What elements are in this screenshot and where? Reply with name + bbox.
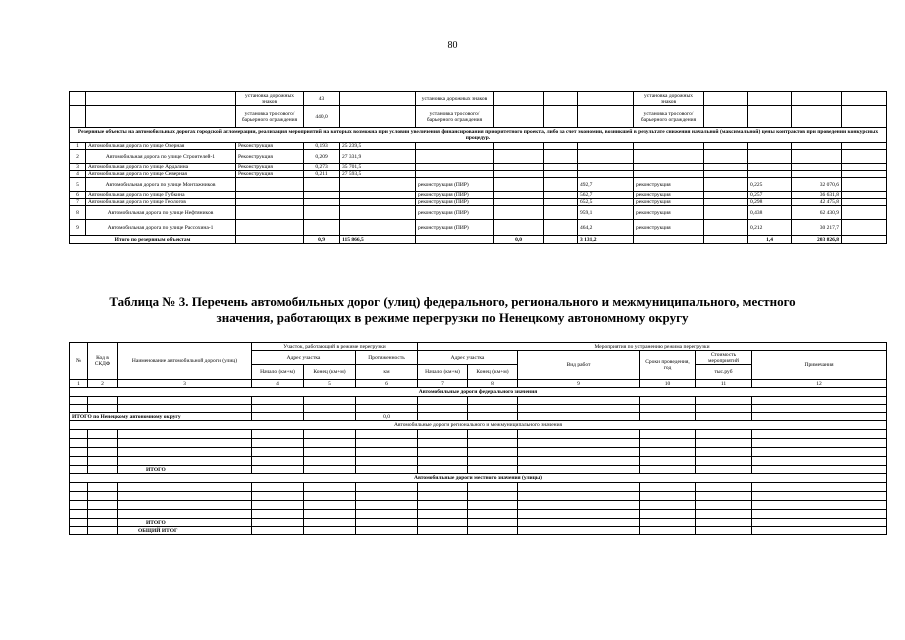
total-row (70, 236, 887, 244)
header-km: км (356, 365, 418, 380)
length-1: 0,211 (304, 171, 340, 178)
work-type-1: Реконструкция (236, 143, 304, 150)
total-length-3: 1,4 (748, 236, 792, 244)
work-type-2: реконструкция (ПИР) (416, 178, 494, 192)
column-number: 2 (88, 380, 118, 388)
work-type-3: реконструкция (634, 192, 704, 199)
work-type-3: реконструкция (634, 199, 704, 206)
table-row (70, 501, 887, 510)
quantity-1: 43 (304, 92, 340, 106)
row-number: 6 (70, 192, 86, 199)
cost-1: 27 331,9 (340, 150, 416, 164)
table-row (70, 397, 887, 405)
work-type-2: реконструкция (ПИР) (416, 192, 494, 199)
total-length-1: 0,9 (304, 236, 340, 244)
table-row (70, 457, 887, 466)
column-number: 10 (640, 380, 696, 388)
work-type-1 (236, 206, 304, 220)
work-type-2: реконструкция (ПИР) (416, 199, 494, 206)
cost-1 (340, 199, 416, 206)
cost-2 (578, 150, 634, 164)
length-1 (304, 220, 340, 236)
road-name: Автомобильная дорога по улице Северная (86, 171, 236, 178)
cost-1 (340, 178, 416, 192)
length-1: 0,193 (304, 143, 340, 150)
work-type-3 (634, 143, 704, 150)
road-name: Автомобильная дорога по улице Озерная (86, 143, 236, 150)
table-row (70, 178, 887, 192)
work-type-2: реконструкция (ПИР) (416, 220, 494, 236)
cost-3: 36 631,8 (792, 192, 842, 199)
cost-2 (578, 171, 634, 178)
total-label: Итого по резервным объектам (70, 236, 236, 244)
table-row (70, 199, 887, 206)
length-3: 0,298 (748, 199, 792, 206)
cost-1 (340, 206, 416, 220)
header-end: Конец (км+м) (304, 365, 356, 380)
table-row (70, 192, 887, 199)
cost-2 (578, 164, 634, 171)
row-number: 1 (70, 143, 86, 150)
column-number: 5 (304, 380, 356, 388)
cost-3: 30 217,7 (792, 220, 842, 236)
federal-total-km: 0,0 (356, 413, 418, 421)
local-total-label: ИТОГО (118, 519, 252, 527)
length-3: 0,225 (748, 178, 792, 192)
table-row (70, 171, 887, 178)
length-3 (748, 143, 792, 150)
length-1: 0,273 (304, 164, 340, 171)
table-row (70, 510, 887, 519)
row-number: 7 (70, 199, 86, 206)
cost-1: 35 701,5 (340, 164, 416, 171)
header-measures: Мероприятия по устранению режима перегрузки (418, 343, 887, 351)
work-type-2 (416, 171, 494, 178)
cost-2: 959,1 (578, 206, 634, 220)
header-terms: Сроки проведения, год (640, 351, 696, 380)
work-type-2 (416, 164, 494, 171)
total-length-2: 0,0 (494, 236, 544, 244)
section-regional: Автомобильные дороги регионального и межмуниципального значения (70, 421, 887, 430)
row-number: 9 (70, 220, 86, 236)
column-number: 12 (752, 380, 887, 388)
header-road-name: Наименование автомобильной дороги (улиц) (118, 343, 252, 380)
work-type-2: реконструкция (ПИР) (416, 206, 494, 220)
header-number: № (70, 343, 88, 380)
total-cost-3: 203 826,8 (792, 236, 842, 244)
column-number: 11 (696, 380, 752, 388)
cost-2: 562,7 (578, 192, 634, 199)
header-cost: Стоимость мероприятий (696, 351, 752, 365)
total-cost-1: 115 866,5 (340, 236, 416, 244)
length-1 (304, 178, 340, 192)
work-type-2 (416, 143, 494, 150)
quantity-1: 440,0 (304, 106, 340, 128)
work-type-1: Реконструкция (236, 171, 304, 178)
sign-row (70, 106, 887, 128)
length-1 (304, 192, 340, 199)
table-row (70, 439, 887, 448)
cost-3: 32 070,6 (792, 178, 842, 192)
header-notes: Примечания (752, 351, 887, 380)
cost-1 (340, 192, 416, 199)
cost-3 (792, 164, 842, 171)
table-row (70, 448, 887, 457)
column-number: 6 (356, 380, 418, 388)
length-3: 0,212 (748, 220, 792, 236)
cost-1: 25 239,5 (340, 143, 416, 150)
road-name: Автомобильная дорога по улице Строителей-1 (86, 150, 236, 164)
length-1: 0,209 (304, 150, 340, 164)
federal-total-row (70, 413, 887, 421)
row-number: 5 (70, 178, 86, 192)
work-type-2 (416, 150, 494, 164)
length-3: 0,438 (748, 206, 792, 220)
table-row (70, 150, 887, 164)
cost-2 (578, 143, 634, 150)
length-1 (304, 206, 340, 220)
total-cost-2: 3 131,2 (578, 236, 634, 244)
row-number: 4 (70, 171, 86, 178)
column-number: 1 (70, 380, 88, 388)
road-name: Автомобильная дорога по улице Монтажников (86, 178, 236, 192)
work-type-3: установка тросового/барьерного ограждения (634, 106, 704, 128)
header-skdf-code: Код в СКДФ (88, 343, 118, 380)
length-3: 0,257 (748, 192, 792, 199)
work-type-3: реконструкция (634, 220, 704, 236)
table-row (70, 143, 887, 150)
length-3 (748, 164, 792, 171)
road-name: Автомобильная дорога по улице Рассохина-1 (86, 220, 236, 236)
length-3 (748, 171, 792, 178)
work-type-3 (634, 171, 704, 178)
cost-2: 492,7 (578, 178, 634, 192)
work-type-3: реконструкция (634, 206, 704, 220)
row-number: 2 (70, 150, 86, 164)
reserve-objects-table (69, 91, 887, 244)
work-type-1 (236, 192, 304, 199)
table-row (70, 405, 887, 413)
length-1 (304, 199, 340, 206)
column-number: 3 (118, 380, 252, 388)
work-type-1: установка тросового/барьерного ограждения (236, 106, 304, 128)
cost-2: 652,5 (578, 199, 634, 206)
table-row (70, 430, 887, 439)
column-number: 8 (468, 380, 518, 388)
grand-total-label: ОБЩИЙ ИТОГ (118, 527, 252, 535)
regional-total-row (70, 466, 887, 474)
sign-row (70, 92, 887, 106)
table-row (70, 206, 887, 220)
header-address-1: Адрес участка (252, 351, 356, 365)
section-federal: Автомобильные дороги федерального значения (70, 388, 887, 397)
table-3-heading: Таблица № 3. Перечень автомобильных дорог (улиц) федерального, регионального и межмуниципального, местного значения, работающих в режиме перегрузки по Ненецкому автономному округу (109, 294, 796, 325)
header-cost-unit: тыс.руб (696, 365, 752, 380)
work-type-1 (236, 220, 304, 236)
table-row (70, 492, 887, 501)
row-number: 3 (70, 164, 86, 171)
table-row (70, 483, 887, 492)
work-type-3: установка дорожных знаков (634, 92, 704, 106)
work-type-1: Реконструкция (236, 150, 304, 164)
header-start-2: Начало (км+м) (418, 365, 468, 380)
table-row (70, 220, 887, 236)
header-length: Протяженность (356, 351, 418, 365)
column-number: 7 (418, 380, 468, 388)
header-end-2: Конец (км+м) (468, 365, 518, 380)
overload-roads-table (69, 342, 887, 535)
work-type-3 (634, 164, 704, 171)
column-number: 9 (518, 380, 640, 388)
page-number: 80 (447, 40, 458, 51)
column-number: 4 (252, 380, 304, 388)
local-total-row (70, 519, 887, 527)
header-work-type: Вид работ (518, 351, 640, 380)
cost-3 (792, 143, 842, 150)
cost-3 (792, 150, 842, 164)
cost-3: 62 430,9 (792, 206, 842, 220)
road-name: Автомобильная дорога по улице Губкина (86, 192, 236, 199)
work-type-1: Реконструкция (236, 164, 304, 171)
cost-1 (340, 220, 416, 236)
road-name: Автомобильная дорога по улице Нефтяников (86, 206, 236, 220)
column-numbers-row (70, 380, 887, 388)
header-address-2: Адрес участка (418, 351, 518, 365)
cost-2: 464,2 (578, 220, 634, 236)
cost-3 (792, 171, 842, 178)
cost-1: 27 593,5 (340, 171, 416, 178)
federal-total-label: ИТОГО по Ненецкому автономному округу (70, 413, 252, 421)
work-type-1 (236, 178, 304, 192)
header-overload-section: Участок, работающий в режиме перегрузки (252, 343, 418, 351)
work-type-3 (634, 150, 704, 164)
table-row (70, 164, 887, 171)
grand-total-row (70, 527, 887, 535)
work-type-2: установка дорожных знаков (416, 92, 494, 106)
work-type-2: установка тросового/барьерного ограждения (416, 106, 494, 128)
road-name: Автомобильная дорога по улице Ардалина (86, 164, 236, 171)
road-name: Автомобильная дорога по улице Геологов (86, 199, 236, 206)
header-start: Начало (км+м) (252, 365, 304, 380)
regional-total-label: ИТОГО (118, 466, 252, 474)
work-type-3: реконструкция (634, 178, 704, 192)
work-type-1: установка дорожных знаков (236, 92, 304, 106)
section-local: Автомобильные дороги местного значения (улицы) (70, 474, 887, 483)
cost-3: 42 475,8 (792, 199, 842, 206)
length-3 (748, 150, 792, 164)
reserve-objects-header: Резервные объекты на автомобильных дорогах городской агломерации, реализация мероприятий на которых возможна при условии увеличения финансирования приоритетного проекта, либо за счет экономии, возникшей в результате снижения начальной (максимальной) цены контрактов при проведении конкурсных процедур. (70, 128, 887, 143)
work-type-1 (236, 199, 304, 206)
row-number: 8 (70, 206, 86, 220)
